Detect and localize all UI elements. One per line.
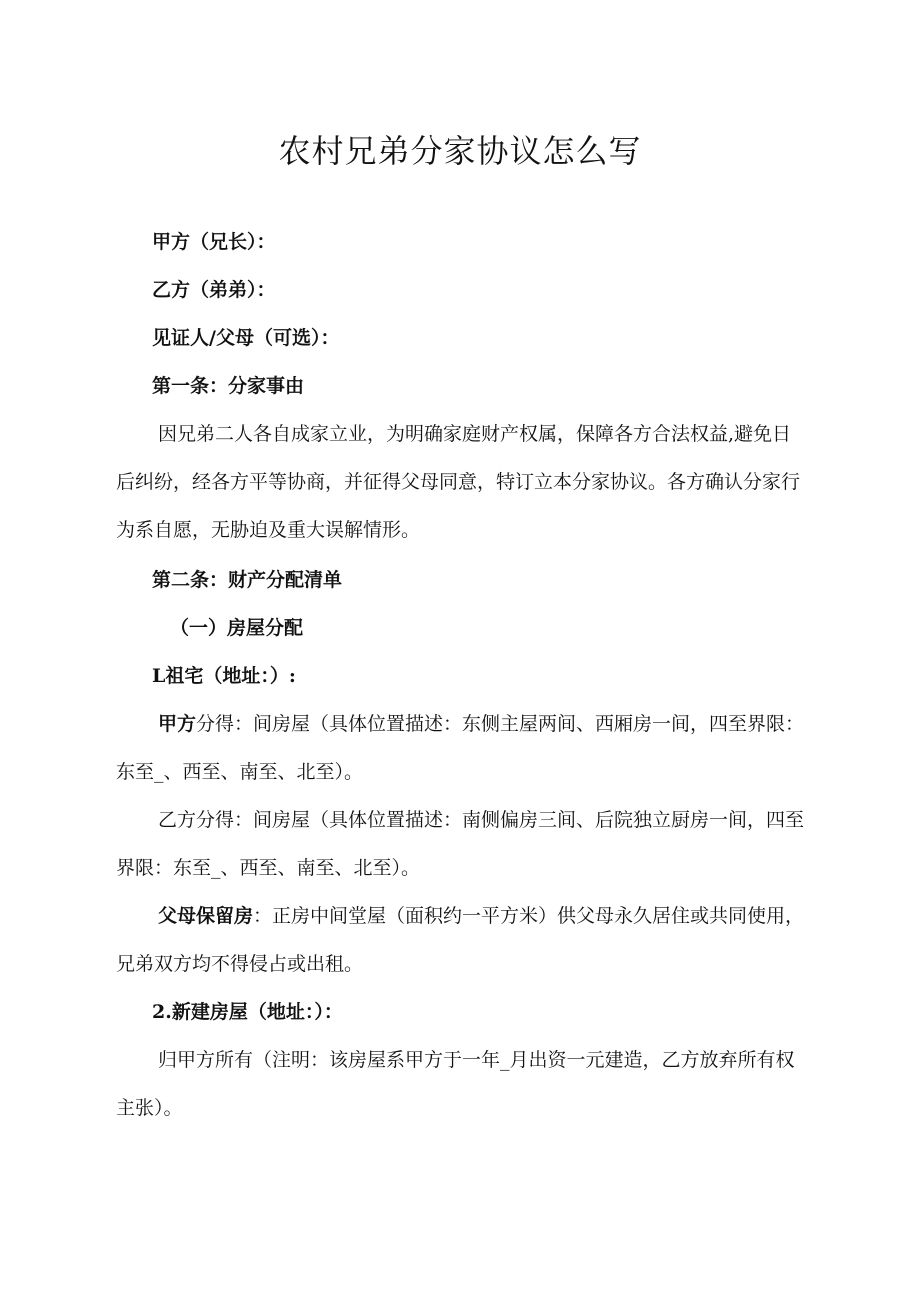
- section-housing-heading: （一）房屋分配: [170, 617, 304, 639]
- ancestral-house-heading: L祖宅（地址：）:: [152, 665, 296, 687]
- party-b-label: 乙方（弟弟）：: [152, 279, 276, 301]
- party-a-share-label: 甲方: [158, 713, 197, 735]
- parents-house-text: ：正房中间堂屋（面积约一平方米）供父母永久居住或共同使用，兄弟双方均不得侵占或出租。: [116, 905, 805, 975]
- new-house-heading: 2.新建房屋（地址：）：: [152, 1001, 343, 1023]
- parents-house-label: 父母保留房: [158, 905, 254, 927]
- document-title: 农村兄弟分家协议怎么写: [278, 132, 642, 170]
- new-house-paragraph: 归甲方所有（注明：该房屋系甲方于一年_月出资一元建造，乙方放弃所有权主张）。: [116, 1049, 795, 1119]
- party-a-share-paragraph: [116, 700, 808, 796]
- article-2-heading: 第二条：财产分配清单: [152, 569, 343, 591]
- parents-house-paragraph: [116, 892, 808, 988]
- article-1-body: 因兄弟二人各自成家立业，为明确家庭财产权属，保障各方合法权益,避免日后纠纷，经各方平等协商，并征得父母同意，特订立本分家协议。各方确认分家行为系自愿，无胁迫及重大误解情形。: [116, 423, 801, 541]
- party-a-label: 甲方（兄长）：: [152, 231, 276, 253]
- party-a-share-text: 分得：间房屋（具体位置描述：东侧主屋两间、西厢房一间，四至界限：东至_、西至、南至、北至）。: [116, 713, 805, 783]
- article-1-heading: 第一条：分家事由: [152, 375, 305, 397]
- witness-label: 见证人/父母（可选）：: [152, 327, 340, 349]
- party-b-share-paragraph: 乙方分得：间房屋（具体位置描述：南侧偏房三间、后院独立厨房一间，四至界限：东至_、西至、南至、北至）。: [116, 809, 805, 879]
